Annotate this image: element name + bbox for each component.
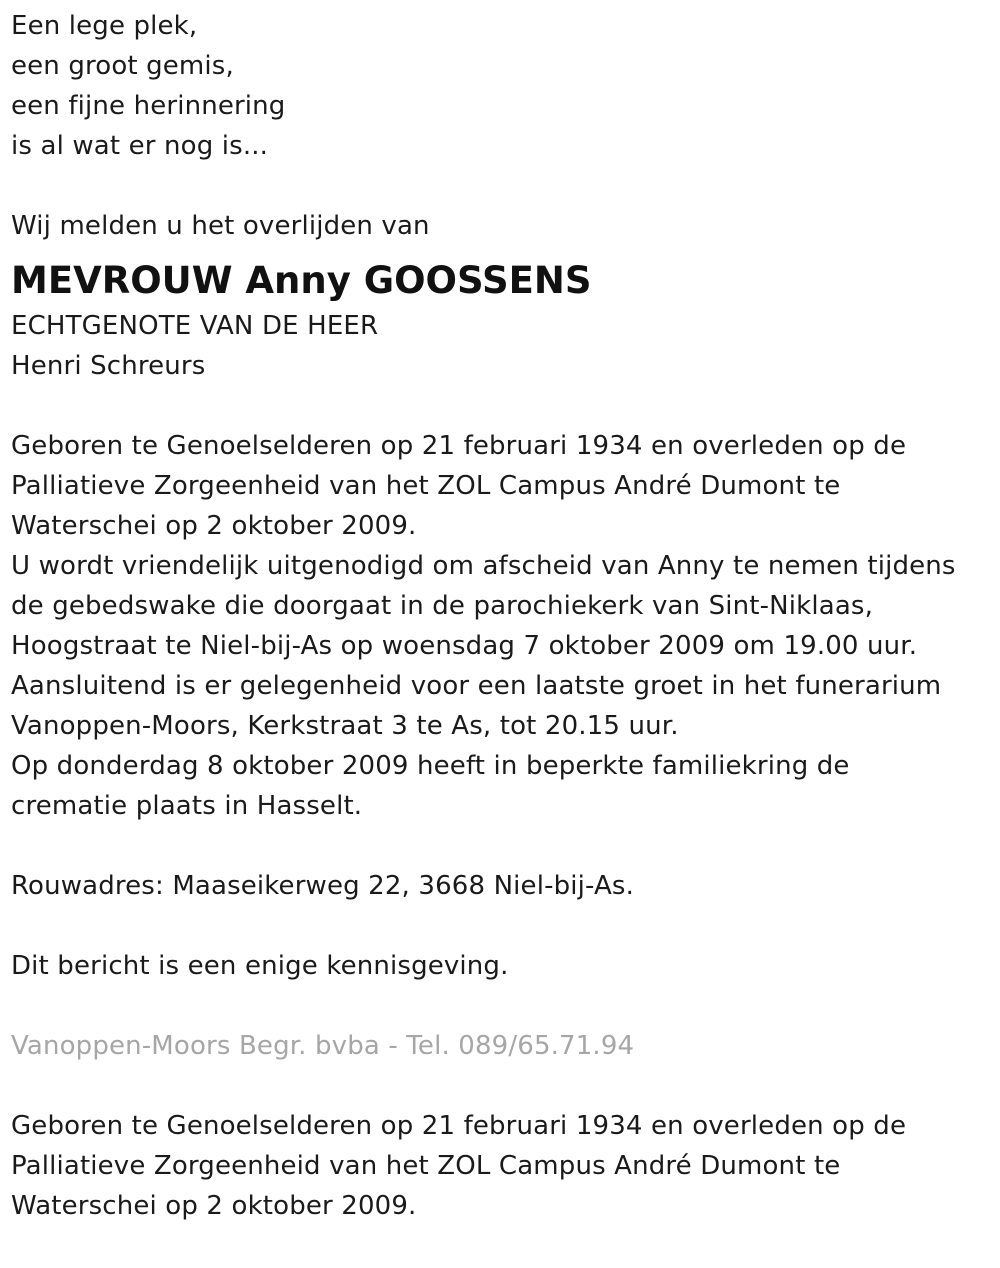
mourning-address: Rouwadres: Maaseikerweg 22, 3668 Niel-bij-As. (11, 871, 635, 901)
spacer (11, 906, 990, 946)
summary-line: Geboren te Genoelselderen op 21 februari 1934 en overleden op de (11, 1111, 907, 1141)
spacer (11, 1066, 990, 1106)
deceased-name: MEVROUW Anny GOOSSENS (11, 259, 592, 302)
body-line: Geboren te Genoelselderen op 21 februari 1934 en overleden op de (11, 431, 907, 461)
spouse-name: Henri Schreurs (11, 351, 206, 381)
summary-line: Waterschei op 2 oktober 2009. (11, 1191, 417, 1221)
body-line: U wordt vriendelijk uitgenodigd om afscheid van Anny te nemen tijdens (11, 551, 956, 581)
poem (11, 6, 990, 166)
body-line: crematie plaats in Hasselt. (11, 791, 363, 821)
body-line: Vanoppen-Moors, Kerkstraat 3 te As, tot 20.15 uur. (11, 711, 679, 741)
spacer (11, 166, 990, 206)
intro-text: Wij melden u het overlijden van (11, 211, 430, 241)
relation-text: ECHTGENOTE VAN DE HEER (11, 311, 379, 341)
body-line: Hoogstraat te Niel-bij-As op woensdag 7 oktober 2009 om 19.00 uur. (11, 631, 918, 661)
poem-line: een groot gemis, (11, 51, 234, 81)
body-line: de gebedswake die doorgaat in de parochiekerk van Sint-Niklaas, (11, 591, 874, 621)
notice-text: Dit bericht is een enige kennisgeving. (11, 951, 509, 981)
body-line: Waterschei op 2 oktober 2009. (11, 511, 417, 541)
summary-line: Palliatieve Zorgeenheid van het ZOL Campus André Dumont te (11, 1151, 841, 1181)
body-line: Op donderdag 8 oktober 2009 heeft in beperkte familiekring de (11, 751, 850, 781)
obituary-body (11, 426, 990, 826)
poem-line: een fijne herinnering (11, 91, 286, 121)
poem-line: is al wat er nog is... (11, 131, 269, 161)
funeral-home-contact: Vanoppen-Moors Begr. bvba - Tel. 089/65.71.94 (11, 1031, 635, 1061)
spacer (11, 826, 990, 866)
summary (11, 1106, 990, 1226)
body-line: Palliatieve Zorgeenheid van het ZOL Campus André Dumont te (11, 471, 841, 501)
spacer (11, 386, 990, 426)
spacer (11, 986, 990, 1026)
body-line: Aansluitend is er gelegenheid voor een laatste groet in het funerarium (11, 671, 942, 701)
poem-line: Een lege plek, (11, 11, 198, 41)
